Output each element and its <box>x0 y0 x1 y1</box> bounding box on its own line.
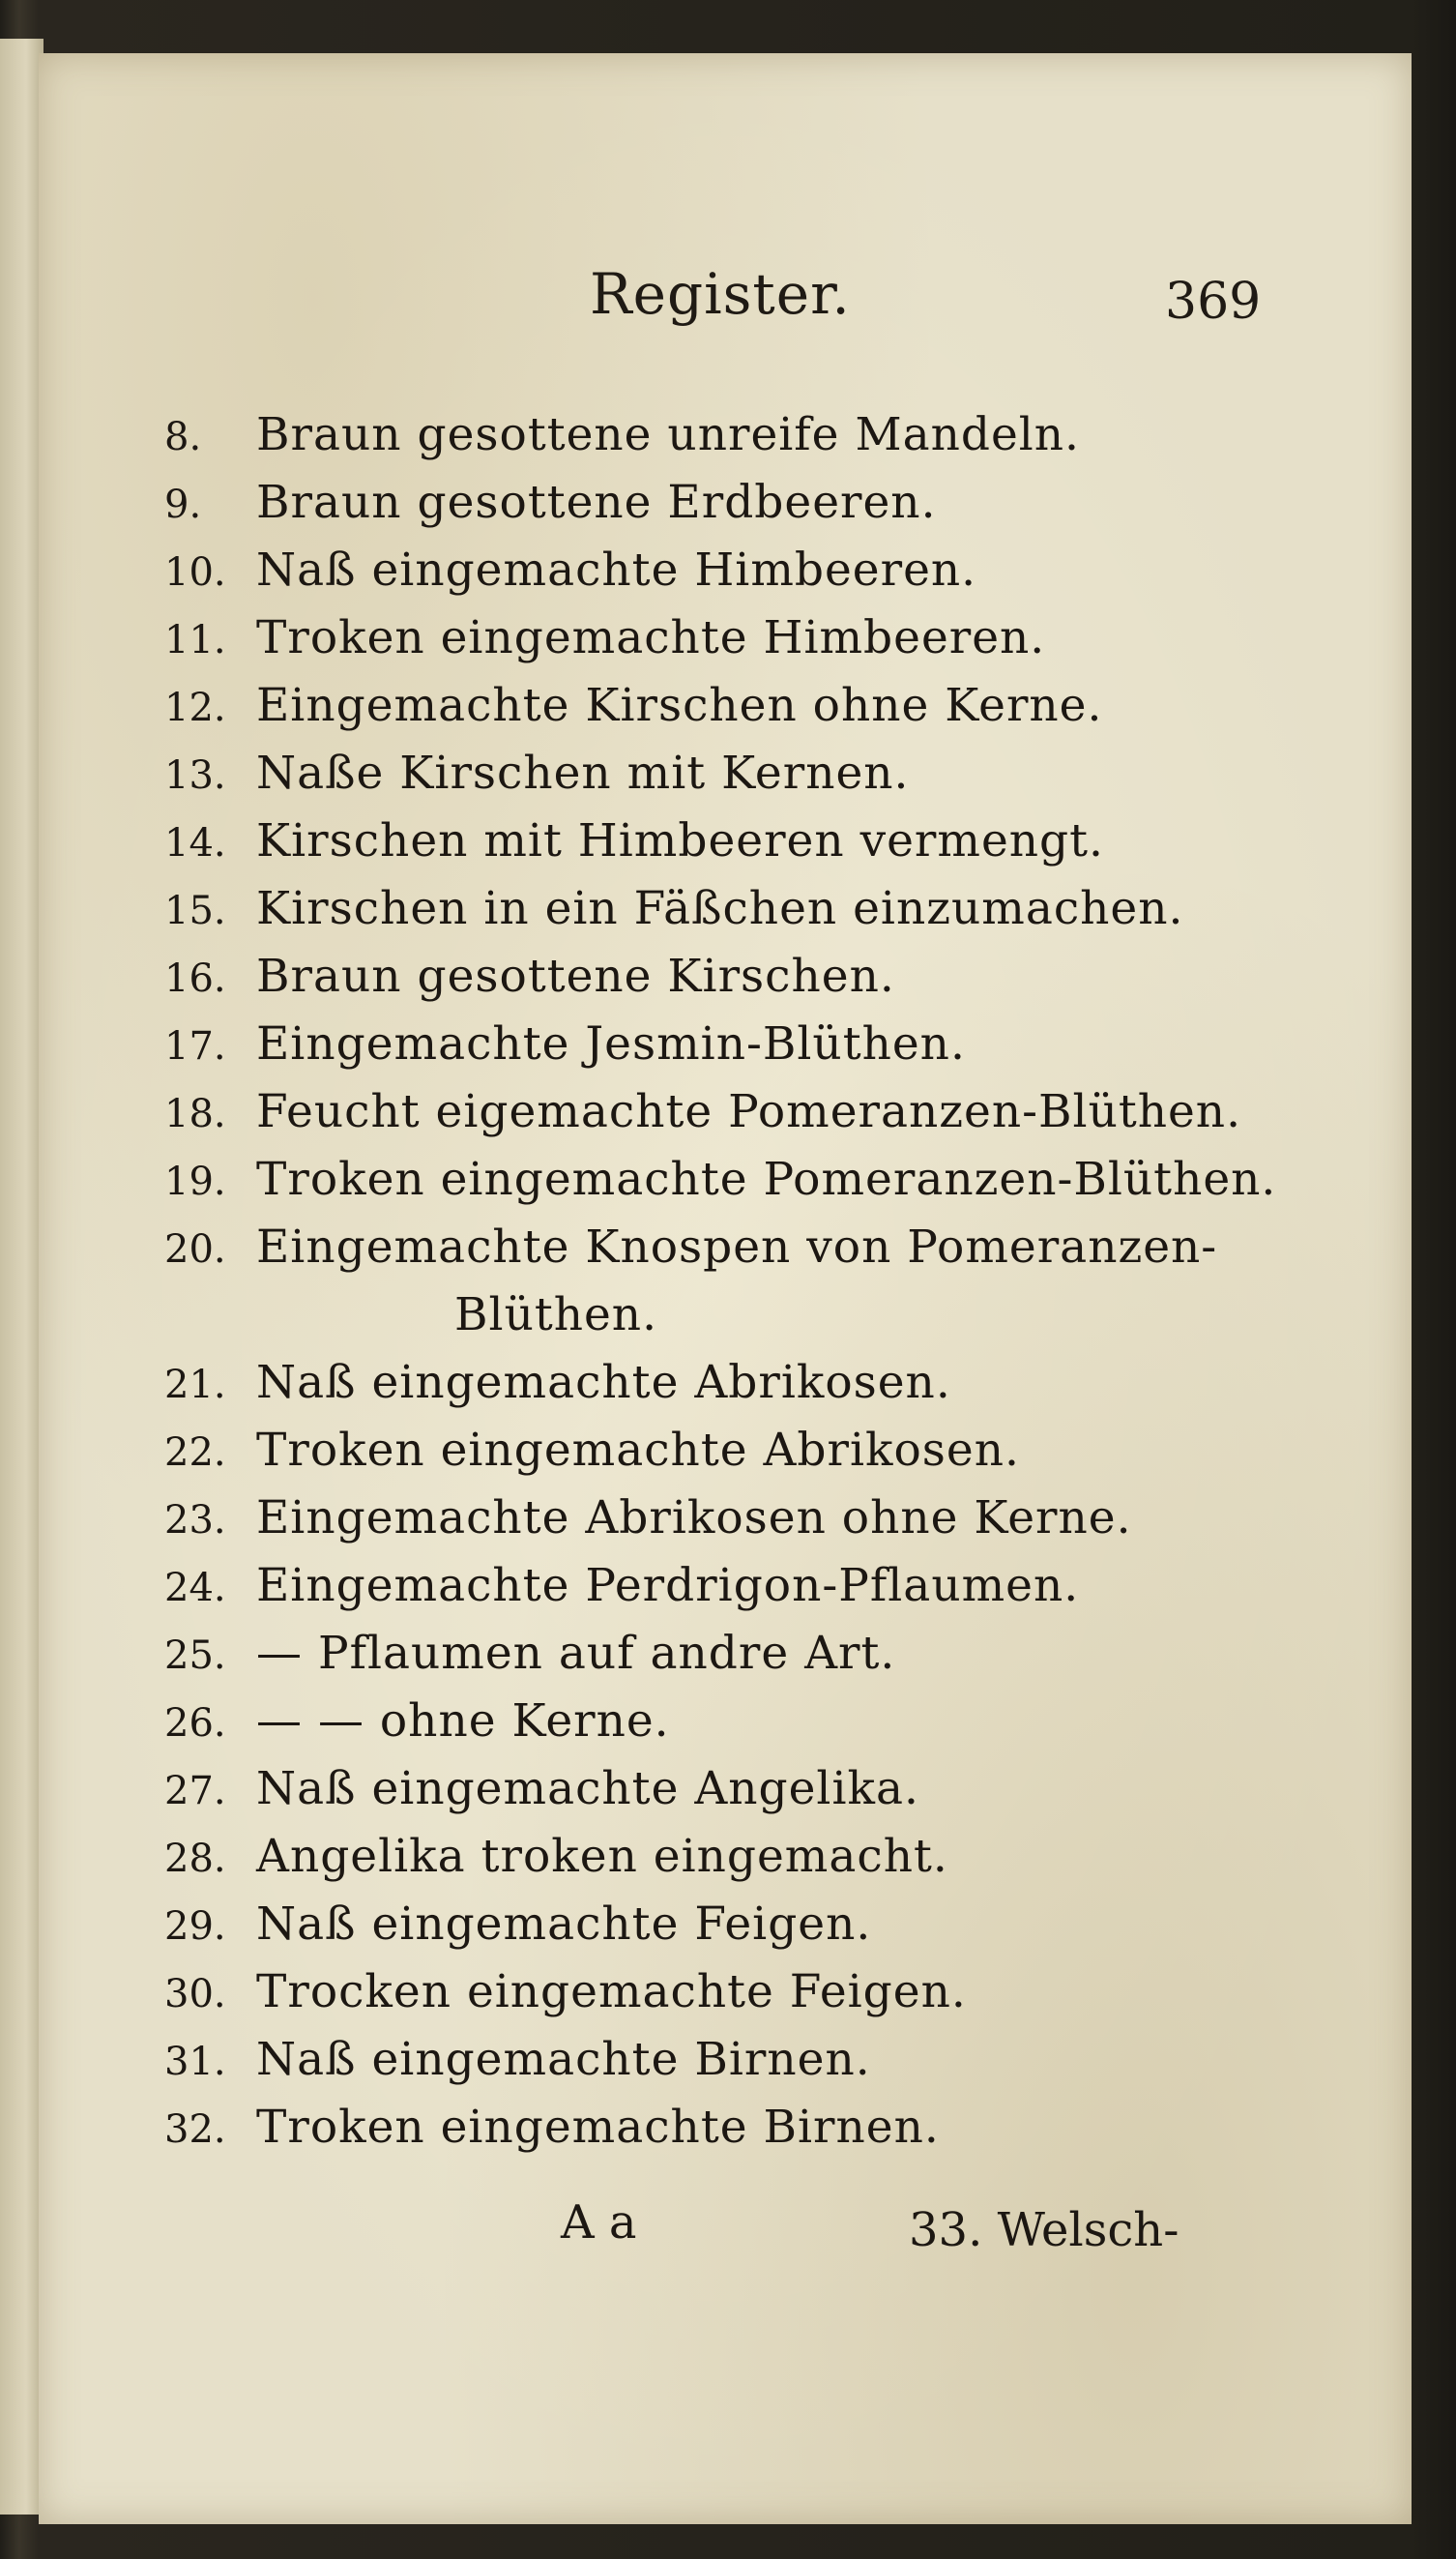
entry-number: 11. <box>164 618 226 662</box>
entry-number: 14. <box>164 821 226 866</box>
entry-text: Naße Kirschen mit Kernen. <box>256 747 910 800</box>
entry-text: Troken eingemachte Birnen. <box>256 2101 940 2154</box>
list-item <box>164 1214 1325 1281</box>
entry-text: Braun gesottene Kirschen. <box>256 950 895 1003</box>
entry-number: 17. <box>164 1024 226 1069</box>
entry-number: 30. <box>164 1972 226 2016</box>
list-item <box>164 1823 1325 1891</box>
entry-number: 24. <box>164 1566 226 1610</box>
entry-text: Kirschen mit Himbeeren vermengt. <box>256 814 1104 868</box>
list-item <box>164 875 1325 943</box>
entry-number: 18. <box>164 1092 226 1136</box>
entry-continuation: Blüthen. <box>454 1288 658 1341</box>
entry-number: 29. <box>164 1904 226 1949</box>
list-item <box>164 1688 1325 1755</box>
header-title: Register. <box>590 261 851 327</box>
entry-number: 12. <box>164 686 226 730</box>
entry-number: 19. <box>164 1160 226 1204</box>
entry-text: Eingemachte Perdrigon-Pflaumen. <box>256 1559 1080 1612</box>
entry-number: 32. <box>164 2107 226 2152</box>
list-item <box>164 1620 1325 1688</box>
entry-text: Eingemachte Knospen von Pomeranzen- <box>256 1221 1218 1274</box>
list-item <box>164 1417 1325 1485</box>
running-header <box>39 251 1412 338</box>
page-footer <box>39 2195 1412 2273</box>
entry-text: Braun gesottene Erdbeeren. <box>256 476 937 529</box>
entry-number: 22. <box>164 1430 226 1475</box>
list-item <box>164 1755 1325 1823</box>
signature-mark: A a <box>561 2195 637 2250</box>
list-item <box>164 1146 1325 1214</box>
page-number: 369 <box>1165 273 1262 331</box>
entry-text: Naß eingemachte Birnen. <box>256 2033 871 2086</box>
entry-number: 20. <box>164 1227 226 1272</box>
entry-text: — — ohne Kerne. <box>256 1694 670 1748</box>
list-item <box>164 1078 1325 1146</box>
list-item <box>164 943 1325 1011</box>
register-list <box>164 401 1325 2162</box>
entry-text: — Pflaumen auf andre Art. <box>256 1627 896 1680</box>
list-item <box>164 537 1325 604</box>
book-page <box>39 53 1412 2524</box>
entry-text: Kirschen in ein Fäßchen einzumachen. <box>256 882 1184 935</box>
entry-text: Trocken eingemachte Feigen. <box>256 1965 967 2018</box>
entry-text: Naß eingemachte Angelika. <box>256 1762 919 1815</box>
catchword: 33. Welsch- <box>909 2203 1179 2257</box>
entry-text: Troken eingemachte Pomeranzen-Blüthen. <box>256 1153 1277 1206</box>
list-item <box>164 740 1325 808</box>
entry-number: 26. <box>164 1701 226 1746</box>
list-item <box>164 2026 1325 2094</box>
entry-number: 10. <box>164 550 226 595</box>
list-item <box>164 672 1325 740</box>
entry-number: 8. <box>164 415 202 459</box>
entry-text: Angelika troken eingemacht. <box>256 1830 948 1883</box>
list-item <box>164 401 1325 469</box>
entry-number: 27. <box>164 1769 226 1813</box>
entry-number: 28. <box>164 1837 226 1881</box>
list-item <box>164 604 1325 672</box>
entry-text: Troken eingemachte Himbeeren. <box>256 611 1046 664</box>
list-item <box>164 469 1325 537</box>
entry-number: 9. <box>164 483 202 527</box>
entry-number: 25. <box>164 1633 226 1678</box>
entry-text: Troken eingemachte Abrikosen. <box>256 1424 1020 1477</box>
entry-text: Eingemachte Abrikosen ohne Kerne. <box>256 1491 1132 1544</box>
entry-number: 23. <box>164 1498 226 1543</box>
list-item <box>164 1485 1325 1552</box>
entry-text: Eingemachte Kirschen ohne Kerne. <box>256 679 1103 732</box>
book-spine <box>0 39 44 2515</box>
list-item <box>164 1958 1325 2026</box>
entry-text: Eingemachte Jesmin-Blüthen. <box>256 1017 966 1071</box>
entry-number: 31. <box>164 2040 226 2084</box>
entry-text: Naß eingemachte Abrikosen. <box>256 1356 951 1409</box>
entry-number: 13. <box>164 753 226 798</box>
list-item <box>164 2094 1325 2162</box>
list-item <box>164 1011 1325 1078</box>
entry-text: Naß eingemachte Feigen. <box>256 1897 872 1951</box>
list-item <box>164 1349 1325 1417</box>
entry-number: 15. <box>164 889 226 933</box>
entry-number: 21. <box>164 1363 226 1407</box>
list-item <box>164 1891 1325 1958</box>
entry-text: Feucht eigemachte Pomeranzen-Blüthen. <box>256 1085 1242 1138</box>
list-item <box>164 1552 1325 1620</box>
entry-number: 16. <box>164 956 226 1001</box>
list-item <box>164 808 1325 875</box>
entry-text: Naß eingemachte Himbeeren. <box>256 544 977 597</box>
entry-text: Braun gesottene unreife Mandeln. <box>256 408 1080 461</box>
